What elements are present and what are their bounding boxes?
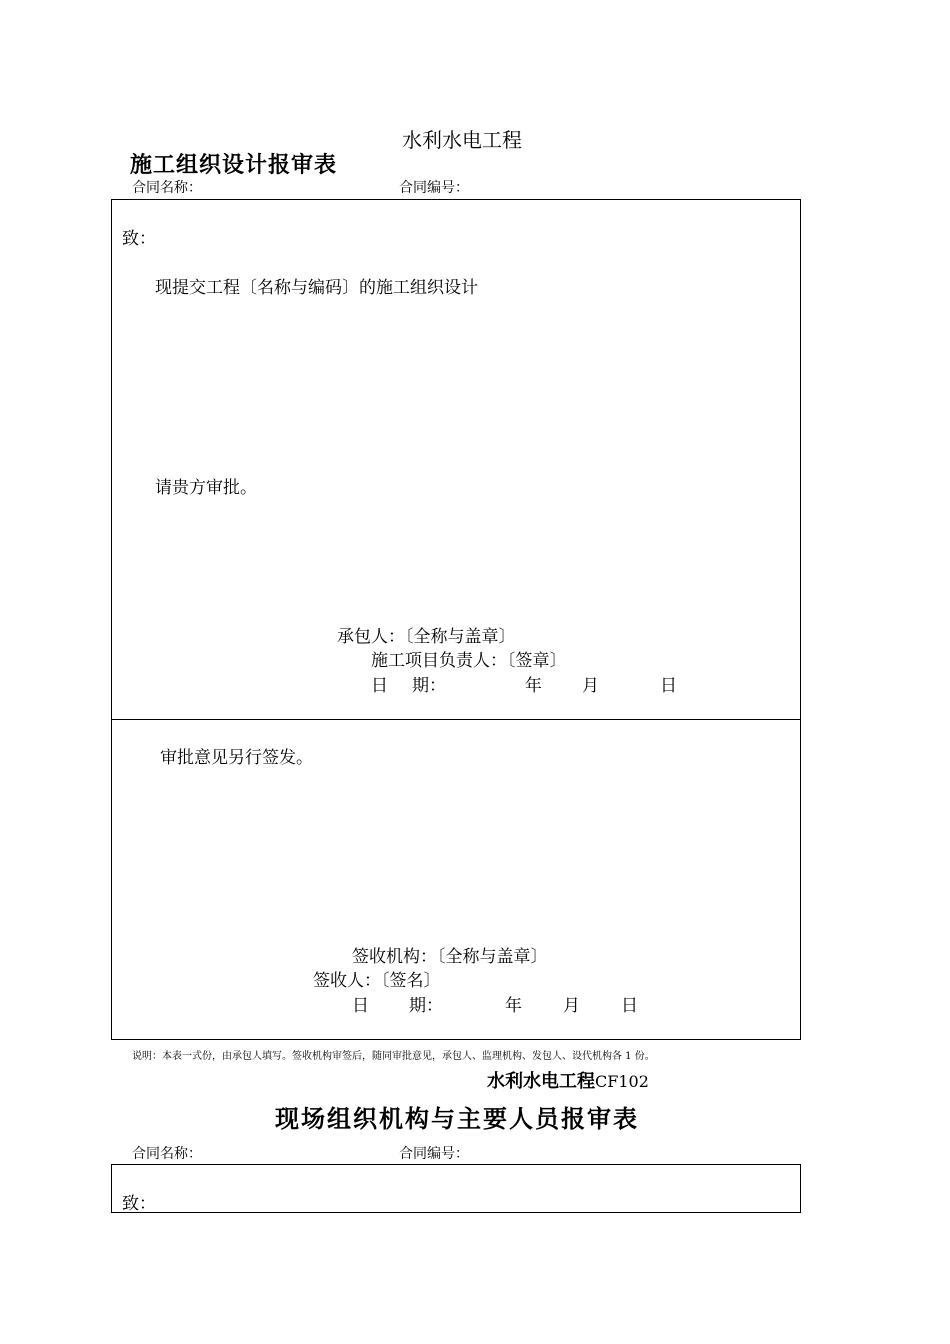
form-title: 施工组织设计报审表 <box>130 153 338 178</box>
date-label-ri: 日 <box>371 676 388 696</box>
form2-to-label: 致： <box>122 1194 156 1214</box>
date2-label-ri: 日 <box>352 996 369 1016</box>
date-year: 年 <box>525 676 542 696</box>
date-day: 日 <box>660 676 677 696</box>
project-header: 水利水电工程 <box>402 128 522 152</box>
date2-month: 月 <box>563 996 580 1016</box>
to-label: 致： <box>122 229 156 249</box>
contract-name-label: 合同名称： <box>132 180 202 196</box>
approval-text: 审批意见另行签发。 <box>160 748 313 768</box>
form2-project-header <box>487 1067 649 1093</box>
date-month: 月 <box>582 676 599 696</box>
request-text: 请贵方审批。 <box>155 478 257 498</box>
contractor-label: 承包人：〔全称与盖章〕 <box>337 627 516 647</box>
form2-contract-name-label: 合同名称： <box>132 1146 202 1162</box>
form2-code: CF102 <box>595 1072 649 1091</box>
section-divider <box>111 719 801 720</box>
project-manager-label: 施工项目负责人：〔签章〕 <box>371 651 567 671</box>
form2-project-name: 水利水电工程 <box>487 1071 595 1092</box>
date2-day: 日 <box>621 996 638 1016</box>
form2-title: 现场组织机构与主要人员报审表 <box>275 1104 639 1133</box>
date2-year: 年 <box>505 996 522 1016</box>
form-note: 说明：本表一式份，由承包人填写。签收机构审签后，随同审批意见，承包人、监理机构、发包人、设代机构各 1 份。 <box>132 1051 655 1062</box>
form2-table <box>111 1164 801 1213</box>
receiver-label: 签收人：〔签名〕 <box>313 971 441 991</box>
form2-contract-no-label: 合同编号： <box>399 1146 469 1162</box>
date-label-qi: 期： <box>412 676 446 696</box>
contract-no-label: 合同编号： <box>399 180 469 196</box>
receiver-org-label: 签收机构：〔全称与盖章〕 <box>352 947 548 967</box>
form-table <box>111 199 801 1040</box>
date2-label-qi: 期： <box>409 996 443 1016</box>
submit-text: 现提交工程〔名称与编码〕的施工组织设计 <box>155 278 478 298</box>
